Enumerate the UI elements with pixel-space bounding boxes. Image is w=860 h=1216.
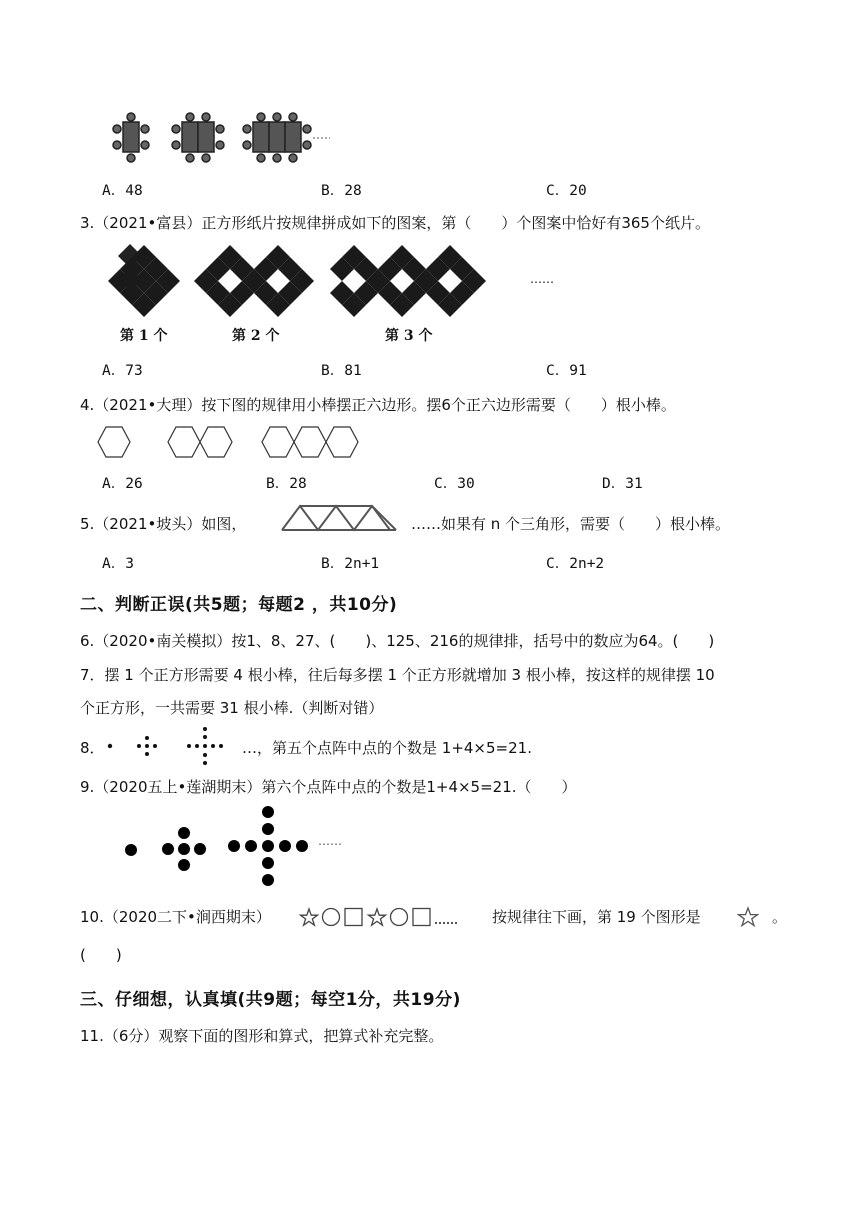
q9-text: 9.（2020五上•莲湖期末）第六个点阵中点的个数是1+4×5=21.（ ） xyxy=(80,778,577,796)
star-icon xyxy=(301,909,318,925)
q5-prefix: 5.（2021•坡头）如图， xyxy=(80,515,247,533)
q4-text: 4.（2021•大理）按下图的规律用小棒摆正六边形。摆6个正六边形需要（ ）根小棒。 xyxy=(80,396,676,414)
circle-icon xyxy=(391,909,408,926)
star-icon xyxy=(737,906,759,928)
q8-dots-figure xyxy=(105,727,235,765)
star-icon xyxy=(369,909,386,925)
q4-option-d[interactable]: D．31 xyxy=(602,476,643,492)
q4-hexagons-figure xyxy=(98,425,358,465)
q3-label-2: 第 2 个 xyxy=(232,328,280,344)
q2-option-c[interactable]: C．20 xyxy=(546,183,587,199)
q6-text: 6.（2020•南关模拟）按1、8、27、( )、125、216的规律排，括号中的数应为64。( ) xyxy=(80,632,715,650)
q3-option-a[interactable]: A．73 xyxy=(102,363,143,379)
q7-line-1: 7．摆 1 个正方形需要 4 根小棒，往后每多摆 1 个正方形就增加 3 根小棒，按这样的规律摆 10 xyxy=(80,666,715,684)
q3-label-3: 第 3 个 xyxy=(385,328,433,344)
q5-suffix: ……如果有 n 个三角形，需要（ ）根小棒。 xyxy=(411,515,731,533)
q3-pattern-1 xyxy=(108,245,188,320)
circle-icon xyxy=(323,909,340,926)
q5-option-b[interactable]: B．2n+1 xyxy=(321,556,380,572)
q7-line-2: 个正方形，一共需要 31 根小棒.（判断对错） xyxy=(80,699,384,717)
q2-option-b[interactable]: B．28 xyxy=(321,183,362,199)
q3-text: 3.（2021•富县）正方形纸片按规律拼成如下的图案，第（ ）个图案中恰好有365个纸片。 xyxy=(80,214,710,232)
q11-text: 11.（6分）观察下面的图形和算式，把算式补充完整。 xyxy=(80,1027,444,1045)
section-2-heading: 二、判断正误(共5题；每题2 ，共10分) xyxy=(80,595,398,615)
q3-ellipsis: …… xyxy=(530,272,554,286)
square-icon xyxy=(345,909,362,926)
q2-tables-figure xyxy=(108,112,338,167)
q3-pattern-3 xyxy=(330,245,510,320)
q5-triangles-figure xyxy=(280,502,400,534)
q4-option-b[interactable]: B．28 xyxy=(266,476,307,492)
q2-option-a[interactable]: A．48 xyxy=(102,183,143,199)
q3-label-1: 第 1 个 xyxy=(120,328,168,344)
square-icon xyxy=(413,909,430,926)
q10-prefix: 10.（2020二下•涧西期末） xyxy=(80,908,271,926)
section-3-heading: 三、仔细想，认真填(共9题；每空1分，共19分) xyxy=(80,990,461,1010)
q9-dots-figure xyxy=(120,805,320,887)
q10-end: 。 xyxy=(772,908,788,926)
q3-pattern-2 xyxy=(200,245,320,320)
q3-option-c[interactable]: C．91 xyxy=(546,363,587,379)
q4-option-a[interactable]: A．26 xyxy=(102,476,143,492)
q5-option-c[interactable]: C．2n+2 xyxy=(546,556,605,572)
q10-shapes-figure xyxy=(300,906,490,932)
q9-ellipsis: …… xyxy=(318,834,342,848)
q8-suffix: …，第五个点阵中点的个数是 1+4×5=21. xyxy=(242,739,532,757)
q5-option-a[interactable]: A．3 xyxy=(102,556,134,572)
q4-option-c[interactable]: C．30 xyxy=(434,476,475,492)
q3-option-b[interactable]: B．81 xyxy=(321,363,362,379)
q8-prefix: 8． xyxy=(80,739,105,757)
q10-middle: 按规律往下画，第 19 个图形是 xyxy=(492,908,701,926)
q10-answer-paren[interactable]: ( ) xyxy=(80,946,122,964)
